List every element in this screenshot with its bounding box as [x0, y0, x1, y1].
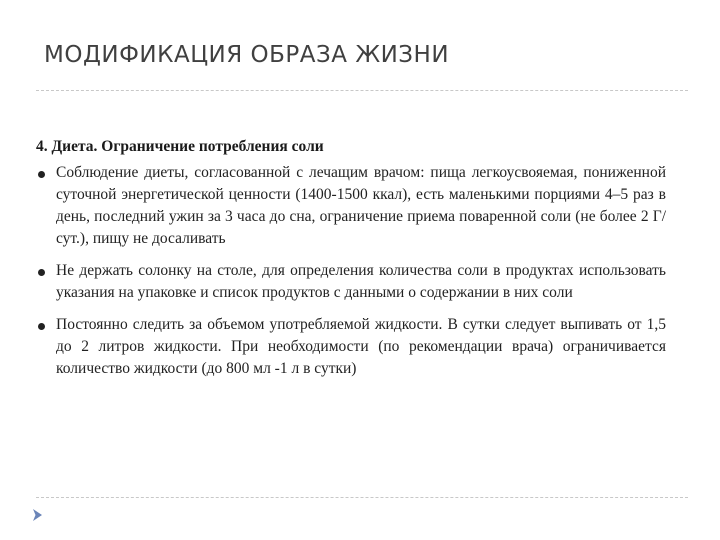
- bullet-list: [36, 162, 666, 380]
- bottom-divider: [36, 497, 688, 498]
- bullet-dot-icon: [38, 323, 45, 330]
- bullet-text: Не держать солонку на столе, для определения количества соли в продуктах использовать указания на упаковке и список продуктов с данными о содержании в них соли: [56, 262, 666, 301]
- bullet-item: [36, 314, 666, 380]
- bullet-dot-icon: [38, 171, 45, 178]
- bullet-text: Постоянно следить за объемом употребляемой жидкости. В сутки следует выпивать от 1,5 до 2 литров жидкости. При необходимости (по рекомендации врача) ограничивается количество жидкости (до 800 мл -1 л в сутки): [56, 316, 666, 377]
- top-divider: [36, 90, 688, 91]
- bullet-item: [36, 260, 666, 304]
- slide-title: МОДИФИКАЦИЯ ОБРАЗА ЖИЗНИ: [44, 42, 450, 68]
- section-heading: 4. Диета. Ограничение потребления соли: [36, 138, 324, 155]
- bullet-dot-icon: [38, 269, 45, 276]
- bullet-item: [36, 162, 666, 250]
- slide-content: [36, 136, 666, 390]
- chevron-right-icon[interactable]: [30, 507, 46, 523]
- bullet-text: Соблюдение диеты, согласованной с лечащим врачом: пища легкоусвояемая, пониженной суточной энергетической ценности (1400-1500 ккал), есть маленькими порциями 4–5 раз в день, последний ужин за 3 часа до сна, ограничение приема поваренной соли (не более 2 Г/сут.), пищу не досаливать: [56, 164, 666, 247]
